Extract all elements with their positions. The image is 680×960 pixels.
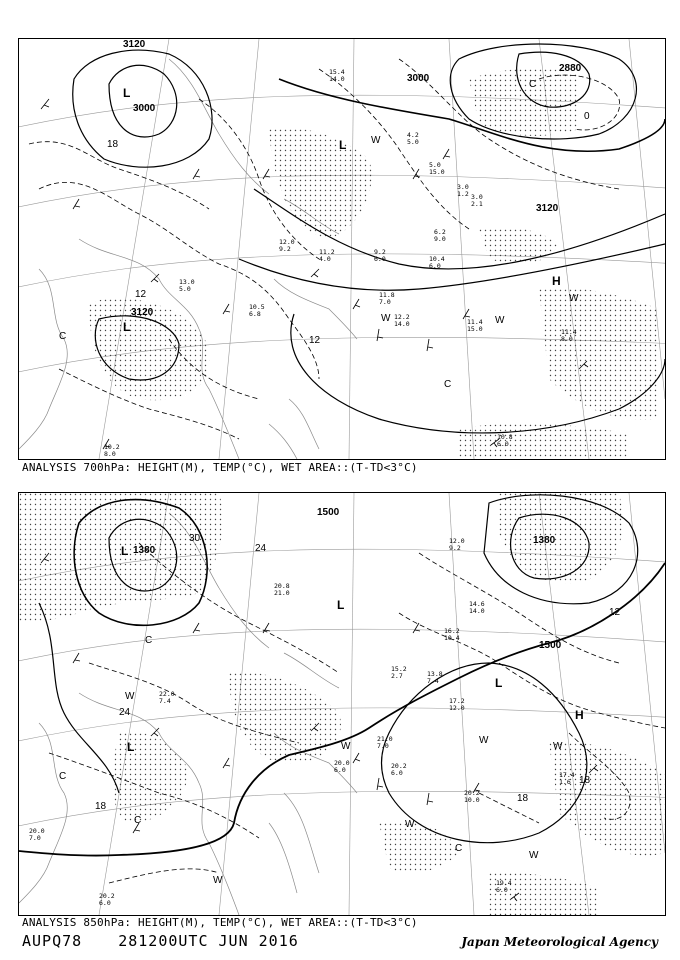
warm-mark: W (569, 293, 579, 304)
svg-text:7.0: 7.0 (379, 298, 391, 306)
svg-text:16.2: 16.2 (444, 627, 460, 635)
svg-text:10.4: 10.4 (429, 255, 445, 263)
svg-text:1.6: 1.6 (559, 778, 571, 786)
svg-text:11.8: 11.8 (379, 291, 395, 299)
contour-label: 3120 (536, 203, 559, 214)
svg-text:1.2: 1.2 (457, 190, 469, 198)
contour-label: 2880 (559, 63, 582, 74)
svg-text:22.0: 22.0 (159, 690, 175, 698)
svg-text:14.0: 14.0 (394, 320, 410, 328)
svg-text:6.2: 6.2 (434, 228, 446, 236)
svg-text:10.0: 10.0 (464, 796, 480, 804)
svg-text:15.0: 15.0 (429, 168, 445, 176)
warm-mark: W (405, 819, 415, 830)
temp-label: 12 (135, 289, 147, 300)
temp-label: 18 (95, 801, 107, 812)
svg-text:13.0: 13.0 (179, 278, 195, 286)
contour-label: 3000 (407, 73, 430, 84)
svg-text:17.2: 17.2 (449, 697, 465, 705)
temp-label: 18 (517, 793, 529, 804)
low-center-marker: L (339, 138, 347, 152)
chart-identifier (22, 932, 325, 950)
svg-text:9.2: 9.2 (449, 544, 461, 552)
low-center-marker: L (127, 740, 135, 754)
chart-panel-850hpa (18, 492, 666, 916)
wet-area-850 (19, 493, 665, 915)
chart-panel-700hpa (18, 38, 666, 460)
contour-label: 1500 (317, 507, 340, 518)
svg-text:17.4: 17.4 (559, 771, 575, 779)
svg-text:3.0: 3.0 (457, 183, 469, 191)
svg-text:8.0: 8.0 (561, 335, 573, 343)
high-center-marker: H (575, 708, 584, 722)
svg-text:12.0: 12.0 (279, 238, 295, 246)
svg-text:21.0: 21.0 (274, 589, 290, 597)
svg-text:6.0: 6.0 (374, 255, 386, 263)
svg-text:11.4: 11.4 (467, 318, 483, 326)
svg-text:20.2: 20.2 (464, 789, 480, 797)
svg-text:20.0: 20.0 (334, 759, 350, 767)
warm-mark: W (529, 850, 539, 861)
svg-text:10.8: 10.8 (497, 433, 513, 441)
contour-label: 3120 (131, 307, 154, 318)
svg-text:6.0: 6.0 (496, 886, 508, 894)
low-center-marker: L (123, 86, 131, 100)
warm-mark: W (495, 315, 505, 326)
cold-mark: C (59, 771, 67, 782)
svg-text:12.0: 12.0 (449, 537, 465, 545)
svg-text:14.6: 14.6 (469, 600, 485, 608)
svg-text:6.0: 6.0 (99, 899, 111, 907)
agency-name: Japan Meteorological Agency (461, 935, 658, 949)
svg-text:11.4: 11.4 (561, 328, 577, 336)
warm-mark: W (553, 741, 563, 752)
svg-text:20.0: 20.0 (29, 827, 45, 835)
valid-time: 281200UTC JUN 2016 (118, 932, 299, 950)
svg-text:12.0: 12.0 (449, 704, 465, 712)
caption-700hpa: ANALYSIS 700hPa: HEIGHT(M), TEMP(°C), WET AREA::(T-TD<3°C) (22, 461, 418, 474)
svg-text:3.0: 3.0 (471, 193, 483, 201)
temp-label: 18 (579, 775, 591, 786)
svg-text:9.2: 9.2 (279, 245, 291, 253)
low-center-marker: L (495, 676, 503, 690)
contour-label: 3000 (133, 103, 156, 114)
warm-mark: W (371, 135, 381, 146)
map-700hpa (19, 39, 665, 459)
svg-text:5.0: 5.0 (429, 161, 441, 169)
svg-text:7.0: 7.0 (377, 742, 389, 750)
svg-text:20.2: 20.2 (391, 762, 407, 770)
svg-text:11.2: 11.2 (319, 248, 335, 256)
cold-mark: C (134, 815, 142, 826)
svg-text:15.4: 15.4 (329, 68, 345, 76)
svg-text:10.5: 10.5 (249, 303, 265, 311)
svg-text:8.0: 8.0 (104, 450, 116, 458)
caption-850hpa: ANALYSIS 850hPa: HEIGHT(M), TEMP(°C), WET AREA::(T-TD<3°C) (22, 916, 418, 929)
warm-mark: W (125, 691, 135, 702)
svg-text:6.8: 6.8 (249, 310, 261, 318)
svg-text:19.4: 19.4 (496, 879, 512, 887)
svg-text:2.7: 2.7 (391, 672, 403, 680)
svg-text:15.0: 15.0 (467, 325, 483, 333)
svg-text:21.0: 21.0 (377, 735, 393, 743)
svg-text:15.2: 15.2 (391, 665, 407, 673)
warm-mark: W (213, 875, 223, 886)
low-center-marker: L (123, 320, 131, 334)
svg-text:7.4: 7.4 (159, 697, 171, 705)
contour-label: 1380 (133, 545, 156, 556)
svg-text:4.2: 4.2 (407, 131, 419, 139)
cold-mark: C (444, 379, 452, 390)
cold-mark: C (455, 843, 463, 854)
svg-text:6.0: 6.0 (334, 766, 346, 774)
svg-text:14.0: 14.0 (329, 75, 345, 83)
temp-label: 24 (119, 707, 131, 718)
temp-label: 24 (255, 543, 267, 554)
temp-label: 12 (309, 335, 321, 346)
svg-text:13.8: 13.8 (427, 670, 443, 678)
svg-text:9.2: 9.2 (374, 248, 386, 256)
low-center-marker: L (337, 598, 345, 612)
svg-text:12.2: 12.2 (394, 313, 410, 321)
high-center-marker: H (552, 274, 561, 288)
temp-label: 18 (107, 139, 119, 150)
svg-text:10.4: 10.4 (444, 634, 460, 642)
svg-text:20.8: 20.8 (274, 582, 290, 590)
cold-mark: C (59, 331, 67, 342)
contour-label: 3120 (123, 39, 146, 50)
svg-text:5.0: 5.0 (179, 285, 191, 293)
warm-mark: W (381, 313, 391, 324)
svg-text:6.0: 6.0 (497, 440, 509, 448)
temp-label: 0 (584, 111, 590, 122)
cold-mark: C (529, 79, 537, 90)
temp-label: 12 (609, 607, 621, 618)
coastlines-700 (19, 59, 357, 459)
svg-text:7.4: 7.4 (427, 677, 439, 685)
svg-text:14.0: 14.0 (469, 607, 485, 615)
chart-code: AUPQ78 (22, 932, 83, 950)
svg-text:7.0: 7.0 (29, 834, 41, 842)
svg-text:5.0: 5.0 (407, 138, 419, 146)
temp-label: 30 (189, 533, 201, 544)
contour-label: 1380 (533, 535, 556, 546)
svg-text:9.0: 9.0 (434, 235, 446, 243)
svg-text:2.1: 2.1 (471, 200, 483, 208)
warm-mark: W (479, 735, 489, 746)
cold-mark: C (145, 635, 153, 646)
svg-text:10.2: 10.2 (104, 443, 120, 451)
svg-text:20.2: 20.2 (99, 892, 115, 900)
warm-mark: W (341, 741, 351, 752)
contour-label: 1500 (539, 640, 562, 651)
svg-text:6.0: 6.0 (429, 262, 441, 270)
low-center-marker: L (121, 544, 129, 558)
svg-text:6.0: 6.0 (391, 769, 403, 777)
map-850hpa (19, 493, 665, 915)
svg-text:4.0: 4.0 (319, 255, 331, 263)
